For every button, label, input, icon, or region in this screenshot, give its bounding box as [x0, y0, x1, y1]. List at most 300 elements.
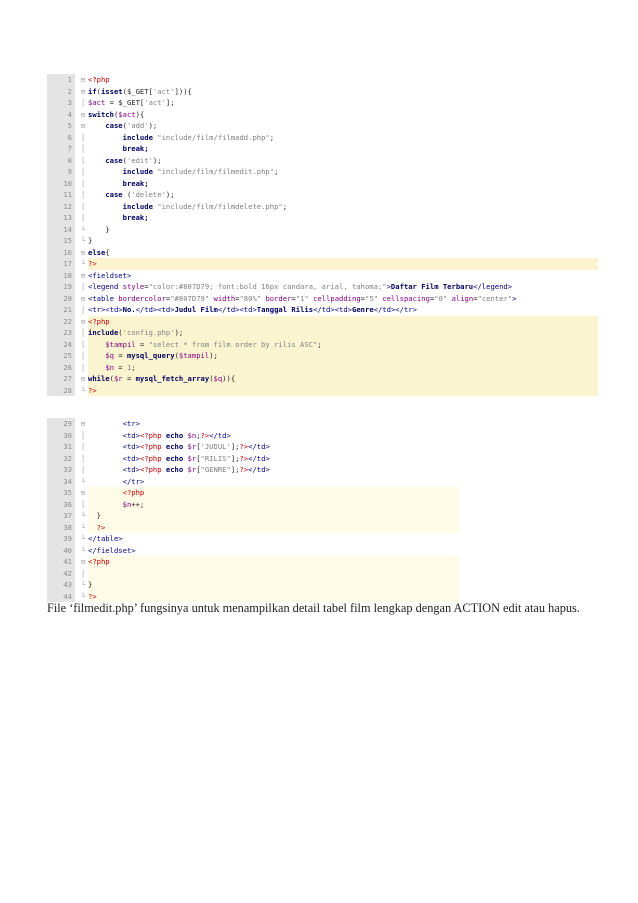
code-token: if — [88, 86, 97, 96]
code-token: <td> — [122, 453, 140, 463]
fold-marker-icon: │ — [78, 97, 88, 109]
fold-marker-icon: │ — [78, 281, 88, 293]
line-number: 22 — [47, 316, 75, 328]
code-line — [47, 97, 598, 109]
line-number: 23 — [47, 327, 75, 339]
code-token: <table — [88, 293, 119, 303]
code-line — [47, 316, 598, 328]
code-token: "select * from film order by rilis ASC" — [148, 339, 318, 349]
code-token: No. — [122, 305, 136, 314]
code-token: $r — [187, 442, 197, 451]
code-token: = — [235, 293, 240, 303]
code-token: </td><td> — [217, 305, 257, 314]
fold-marker-icon: ⊟ — [78, 487, 88, 499]
code-token: [ — [196, 465, 201, 474]
code-token: { — [105, 247, 110, 257]
code-token: = — [135, 339, 149, 349]
line-number: 26 — [47, 362, 75, 374]
caption-text: File ‘filmedit.php’ fungsinya untuk menampilkan detail tabel film lengkap dengan ACTION edit atau hapus. — [47, 601, 580, 616]
code-token: $r — [187, 453, 197, 463]
code-token: ; — [282, 201, 288, 211]
code-token: ?> — [239, 453, 249, 463]
code-text — [88, 155, 598, 167]
fold-marker-icon: │ — [78, 155, 88, 167]
fold-marker-icon: ⊟ — [78, 293, 88, 305]
code-token: ( — [109, 374, 114, 383]
code-token: <?php — [88, 75, 110, 84]
code-token: ; — [274, 167, 279, 176]
code-token: include — [122, 167, 153, 176]
fold-marker-icon: └ — [78, 258, 88, 270]
code-line — [47, 545, 459, 557]
line-number: 9 — [47, 166, 75, 178]
code-token: </td> — [248, 465, 270, 474]
line-number: 36 — [47, 499, 75, 511]
code-text — [88, 430, 459, 442]
code-token: <?php — [139, 453, 162, 463]
line-number: 43 — [47, 579, 75, 591]
code-token: case — [105, 190, 123, 199]
code-line — [47, 362, 598, 374]
fold-marker-icon: │ — [78, 464, 88, 476]
code-token: "center" — [477, 293, 513, 303]
code-token: ( — [209, 374, 214, 383]
code-line — [47, 120, 598, 132]
fold-marker-icon: ⊟ — [78, 270, 88, 282]
code-token: "color:#807D79; font:bold 16px candara, arial, tahoma;" — [148, 282, 387, 291]
code-line — [47, 74, 598, 86]
code-text — [88, 350, 598, 362]
code-token: } — [88, 580, 93, 589]
fold-marker-icon: └ — [78, 591, 88, 603]
code-token: </td> — [248, 453, 270, 463]
code-token: ?> — [200, 430, 210, 440]
code-token — [88, 144, 123, 153]
code-token: Genre — [352, 305, 374, 314]
code-token: ); — [209, 351, 218, 360]
code-token: ?> — [88, 259, 97, 268]
code-token: > — [512, 293, 517, 303]
code-line — [47, 178, 598, 190]
line-number: 13 — [47, 212, 75, 224]
code-text — [88, 143, 598, 155]
code-token: [ — [196, 442, 201, 451]
code-token: Judul Film — [174, 305, 218, 314]
code-token: </td><td> — [135, 305, 175, 314]
code-line — [47, 568, 459, 580]
line-number: 15 — [47, 235, 75, 247]
code-token: = — [291, 293, 296, 303]
fold-marker-icon: │ — [78, 339, 88, 351]
code-token: style — [122, 282, 145, 291]
line-number: 12 — [47, 201, 75, 213]
fold-marker-icon: └ — [78, 235, 88, 247]
code-line — [47, 281, 598, 293]
code-token: while — [88, 374, 110, 383]
fold-marker-icon: └ — [78, 522, 88, 534]
code-text — [88, 212, 598, 224]
line-number: 40 — [47, 545, 75, 557]
code-token: echo — [165, 465, 184, 474]
code-token: <?php — [88, 316, 110, 326]
fold-marker-icon: ⊟ — [78, 86, 88, 98]
code-token: switch — [88, 109, 114, 119]
code-token: "#807D79" — [170, 293, 210, 303]
code-token: cellspacing — [382, 293, 430, 303]
code-token — [88, 133, 123, 142]
code-token — [88, 454, 123, 463]
code-text — [88, 441, 459, 453]
code-token: "GENRE" — [200, 465, 231, 474]
code-token: cellpadding — [313, 293, 361, 303]
code-token: ])){ — [174, 86, 192, 96]
code-token — [88, 167, 123, 176]
code-token: $n — [105, 362, 114, 372]
fold-marker-icon: │ — [78, 189, 88, 201]
fold-marker-icon: └ — [78, 545, 88, 557]
code-token: } — [88, 236, 93, 245]
code-token: include — [88, 328, 119, 337]
code-token: break; — [122, 178, 149, 188]
code-token: $act — [88, 98, 106, 107]
line-number: 35 — [47, 487, 75, 499]
code-line — [47, 86, 598, 98]
code-token — [88, 363, 105, 372]
code-token: break; — [122, 144, 149, 153]
line-number: 24 — [47, 339, 75, 351]
code-token: ); — [165, 190, 175, 199]
code-token: Tanggal Rilis — [256, 305, 314, 314]
code-token — [88, 431, 123, 440]
code-text — [88, 109, 598, 121]
code-token: = — [429, 293, 435, 303]
code-line — [47, 430, 459, 442]
code-token — [88, 477, 123, 486]
code-token: > — [386, 282, 391, 291]
code-token: </legend> — [473, 282, 513, 291]
code-text — [88, 235, 598, 247]
code-text — [88, 316, 598, 328]
code-screenshot-1 — [47, 74, 598, 396]
code-line — [47, 350, 598, 362]
code-token: 'act' — [144, 98, 166, 107]
fold-marker-icon: │ — [78, 201, 88, 213]
code-token: "include/film/filmadd.php" — [157, 132, 270, 142]
code-text — [88, 362, 598, 374]
fold-marker-icon: │ — [78, 568, 88, 580]
code-token: isset — [100, 86, 123, 96]
code-token: } — [88, 224, 110, 234]
code-token: echo — [165, 442, 184, 451]
code-text — [88, 522, 459, 534]
code-line — [47, 155, 598, 167]
code-token: $r — [187, 465, 197, 474]
code-token: <td> — [122, 442, 140, 451]
code-token: 'edit' — [126, 155, 153, 165]
code-text — [88, 476, 459, 488]
line-number: 8 — [47, 155, 75, 167]
line-number: 5 — [47, 120, 75, 132]
code-line — [47, 579, 459, 591]
code-token: include — [122, 201, 153, 211]
code-token: ( — [122, 155, 127, 165]
code-token: 'delete' — [131, 190, 166, 199]
fold-marker-icon: ⊟ — [78, 316, 88, 328]
fold-marker-icon: │ — [78, 430, 88, 442]
code-line — [47, 441, 459, 453]
code-token: = — [122, 374, 136, 383]
code-token: ++; — [131, 499, 145, 509]
code-token: ; — [317, 339, 322, 349]
code-token: width — [213, 293, 236, 303]
line-number: 42 — [47, 568, 75, 580]
code-text — [88, 385, 598, 397]
code-token: = — [360, 293, 365, 303]
line-number: 19 — [47, 281, 75, 293]
code-line — [47, 212, 598, 224]
line-number: 14 — [47, 224, 75, 236]
line-number: 4 — [47, 109, 75, 121]
fold-marker-icon: ⊟ — [78, 74, 88, 86]
code-text — [88, 189, 598, 201]
code-token: $act — [118, 109, 136, 119]
code-text — [88, 120, 598, 132]
code-token: = $_GET[ — [105, 98, 145, 107]
code-token: ?> — [239, 442, 249, 451]
code-text — [88, 97, 598, 109]
code-line — [47, 143, 598, 155]
code-line — [47, 304, 598, 316]
line-number: 31 — [47, 441, 75, 453]
code-text — [88, 201, 598, 213]
code-token — [88, 523, 97, 532]
fold-marker-icon: ⊟ — [78, 120, 88, 132]
code-token — [88, 351, 105, 360]
code-token: <?php — [122, 488, 145, 497]
code-token — [88, 442, 123, 451]
code-token: </table> — [88, 534, 123, 543]
code-line — [47, 258, 598, 270]
code-line — [47, 385, 598, 397]
line-number: 37 — [47, 510, 75, 522]
code-line — [47, 522, 459, 534]
code-line — [47, 510, 459, 522]
code-token: ]; — [230, 465, 240, 474]
line-number: 17 — [47, 258, 75, 270]
code-line — [47, 132, 598, 144]
line-number: 20 — [47, 293, 75, 305]
line-number: 28 — [47, 385, 75, 397]
code-token: mysql_query — [126, 351, 175, 360]
code-line — [47, 293, 598, 305]
code-line — [47, 166, 598, 178]
code-token: <?php — [139, 430, 162, 440]
code-token: ?> — [88, 591, 97, 601]
code-token: ); — [148, 121, 158, 130]
code-line — [47, 487, 459, 499]
code-token: [ — [196, 453, 201, 463]
code-token: ( — [122, 190, 132, 199]
fold-marker-icon: └ — [78, 579, 88, 591]
code-token: ?> — [96, 522, 106, 532]
code-line — [47, 109, 598, 121]
code-token: 'config.php' — [122, 328, 175, 337]
code-token: else — [88, 247, 106, 257]
code-token: border — [265, 293, 292, 303]
fold-marker-icon: │ — [78, 166, 88, 178]
code-token: 'act' — [152, 86, 175, 96]
code-text — [88, 258, 598, 270]
code-token: <fieldset> — [88, 270, 132, 280]
code-token: = — [473, 293, 478, 303]
code-token: $r — [113, 374, 123, 383]
code-token: <?php — [139, 442, 162, 451]
fold-marker-icon: │ — [78, 143, 88, 155]
code-screenshot-2 — [47, 418, 459, 601]
code-text — [88, 510, 459, 522]
code-token: = — [113, 351, 127, 360]
line-number: 34 — [47, 476, 75, 488]
line-number: 7 — [47, 143, 75, 155]
code-token: ; — [269, 132, 275, 142]
code-token: <tr> — [122, 419, 140, 428]
code-token: break; — [122, 213, 149, 222]
fold-marker-icon: │ — [78, 178, 88, 190]
line-number: 2 — [47, 86, 75, 98]
fold-marker-icon: └ — [78, 224, 88, 236]
fold-marker-icon: └ — [78, 385, 88, 397]
code-text — [88, 224, 598, 236]
code-text — [88, 86, 598, 98]
code-token: "include/film/filmedit.php" — [157, 167, 275, 176]
code-token: "RILIS" — [200, 453, 231, 463]
code-text — [88, 373, 598, 385]
code-token: case — [105, 155, 123, 165]
code-line — [47, 235, 598, 247]
code-text — [88, 533, 459, 545]
code-token: Daftar Film Terbaru — [390, 282, 474, 291]
code-token: ); — [152, 155, 162, 165]
line-number: 25 — [47, 350, 75, 362]
code-token: </tr> — [122, 476, 145, 486]
code-text — [88, 247, 598, 259]
code-token: ); — [174, 328, 184, 337]
code-text — [88, 132, 598, 144]
fold-marker-icon: └ — [78, 533, 88, 545]
code-token: } — [88, 511, 101, 520]
code-token: </fieldset> — [88, 545, 136, 555]
code-token — [88, 340, 105, 349]
code-token: $tampil — [178, 351, 210, 360]
fold-marker-icon: ⊟ — [78, 556, 88, 568]
code-token: ){ — [135, 109, 145, 119]
code-token — [88, 121, 105, 130]
line-number: 29 — [47, 418, 75, 430]
code-text — [88, 339, 598, 351]
code-token: ]; — [230, 442, 240, 451]
code-text — [88, 293, 598, 305]
code-token: <?php — [88, 557, 110, 566]
code-line — [47, 327, 598, 339]
line-number: 11 — [47, 189, 75, 201]
code-token: $n — [187, 430, 197, 440]
code-token: = — [165, 293, 171, 303]
code-token: 'add' — [126, 121, 149, 130]
line-number: 1 — [47, 74, 75, 86]
code-token — [88, 213, 123, 222]
line-number: 38 — [47, 522, 75, 534]
code-token: <td> — [122, 465, 140, 474]
fold-marker-icon: ⊟ — [78, 109, 88, 121]
code-token: <td> — [122, 430, 140, 440]
code-token: <legend — [88, 282, 123, 291]
code-text — [88, 487, 459, 499]
code-text — [88, 304, 598, 316]
code-line — [47, 453, 459, 465]
code-token: ?> — [88, 385, 97, 395]
fold-marker-icon: │ — [78, 453, 88, 465]
fold-marker-icon: │ — [78, 441, 88, 453]
code-token: $q — [105, 351, 114, 360]
fold-marker-icon: ⊟ — [78, 373, 88, 385]
code-text — [88, 74, 598, 86]
fold-marker-icon: │ — [78, 362, 88, 374]
code-token: $n — [122, 499, 132, 509]
code-line — [47, 373, 598, 385]
code-token: include — [122, 132, 153, 142]
fold-marker-icon: │ — [78, 327, 88, 339]
code-token: ( — [96, 86, 101, 96]
line-number: 30 — [47, 430, 75, 442]
code-token: = — [144, 282, 149, 291]
code-line — [47, 201, 598, 213]
code-line — [47, 339, 598, 351]
code-text — [88, 545, 459, 557]
line-number: 39 — [47, 533, 75, 545]
fold-marker-icon: │ — [78, 212, 88, 224]
code-text — [88, 281, 598, 293]
code-text — [88, 418, 459, 430]
code-token: ?> — [239, 465, 249, 474]
code-line — [47, 533, 459, 545]
code-token: </td></tr> — [373, 305, 417, 314]
code-text — [88, 556, 459, 568]
code-token: = — [113, 362, 127, 372]
code-token: ]; — [230, 453, 240, 463]
code-token: align — [451, 293, 474, 303]
code-token: "0" — [434, 293, 448, 303]
code-token: $tampil — [105, 339, 136, 349]
code-line — [47, 270, 598, 282]
line-number: 27 — [47, 373, 75, 385]
code-token: case — [105, 121, 123, 130]
code-token: "1" — [295, 293, 309, 303]
fold-marker-icon: ⊟ — [78, 247, 88, 259]
code-line — [47, 499, 459, 511]
code-token: echo — [165, 453, 184, 463]
line-number: 18 — [47, 270, 75, 282]
code-token: </td><td> — [313, 305, 353, 314]
fold-marker-icon: │ — [78, 132, 88, 144]
line-number: 21 — [47, 304, 75, 316]
code-token: ]; — [165, 98, 175, 107]
code-token: echo — [165, 430, 184, 440]
code-token: "5" — [365, 293, 378, 303]
code-token: bordercolor — [118, 293, 166, 303]
code-token: "include/film/filmdelete.php" — [157, 201, 283, 211]
fold-marker-icon: └ — [78, 476, 88, 488]
code-line — [47, 476, 459, 488]
